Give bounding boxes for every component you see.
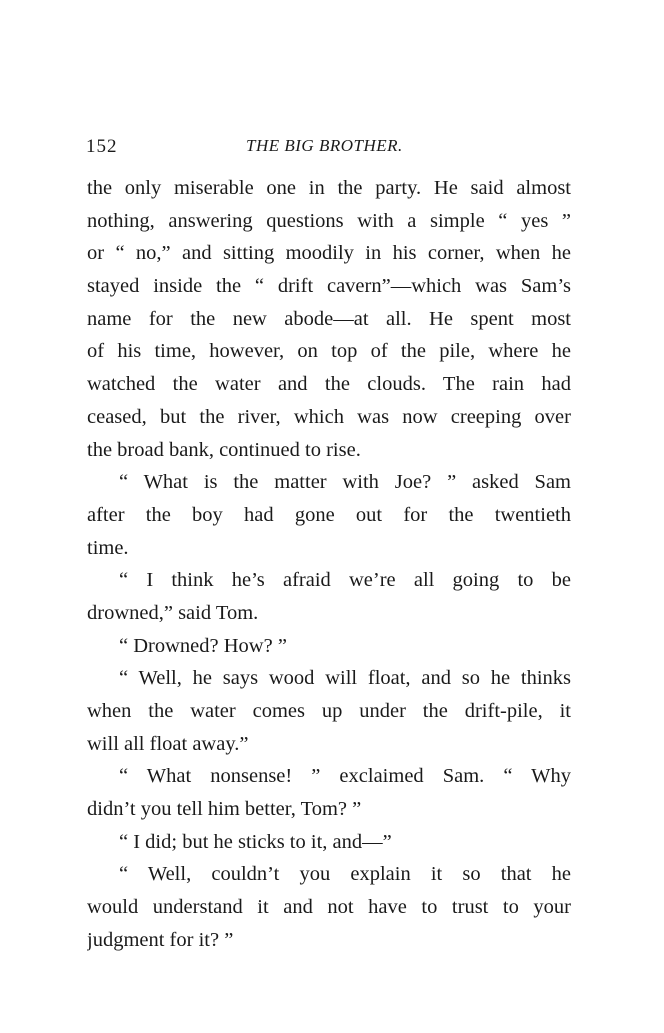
- body-text: [87, 172, 571, 957]
- text-line: “ Well, couldn’t you explain it so that he: [119, 863, 571, 886]
- text-line: “ What nonsense! ” exclaimed Sam. “ Why: [119, 765, 571, 788]
- text-line: the broad bank, continued to rise.: [87, 438, 361, 461]
- text-line: “ What is the matter with Joe? ” asked Sam: [119, 471, 571, 494]
- running-head: [86, 136, 570, 160]
- text-line: “ I did; but he sticks to it, and—”: [119, 830, 392, 853]
- text-line: stayed inside the “ drift cavern”—which was Sam’s: [87, 275, 571, 298]
- text-line: or “ no,” and sitting moodily in his corner, when he: [87, 242, 571, 265]
- text-line: time.: [87, 536, 129, 559]
- text-line: ceased, but the river, which was now creeping over: [87, 405, 571, 428]
- text-line: judgment for it? ”: [87, 928, 234, 951]
- text-line: after the boy had gone out for the twentieth: [87, 503, 571, 526]
- text-line: nothing, answering questions with a simple “ yes ”: [87, 209, 571, 232]
- text-line: of his time, however, on top of the pile, where he: [87, 340, 571, 363]
- text-line: “ Drowned? How? ”: [119, 634, 287, 657]
- text-line: “ I think he’s afraid we’re all going to be: [119, 569, 571, 592]
- text-line: the only miserable one in the party. He said almost: [87, 177, 571, 199]
- text-line: name for the new abode—at all. He spent most: [87, 307, 571, 330]
- text-line: when the water comes up under the drift-pile, it: [87, 700, 571, 722]
- running-title: THE BIG BROTHER.: [246, 136, 403, 155]
- page-number: 152: [86, 136, 118, 157]
- text-line: watched the water and the clouds. The rain had: [87, 373, 571, 396]
- text-line: “ Well, he says wood will float, and so he thinks: [119, 667, 571, 690]
- text-line: would understand it and not have to trust to your: [87, 896, 571, 919]
- text-line: will all float away.”: [87, 732, 249, 755]
- text-line: drowned,” said Tom.: [87, 601, 259, 624]
- text-line: didn’t you tell him better, Tom? ”: [87, 798, 362, 821]
